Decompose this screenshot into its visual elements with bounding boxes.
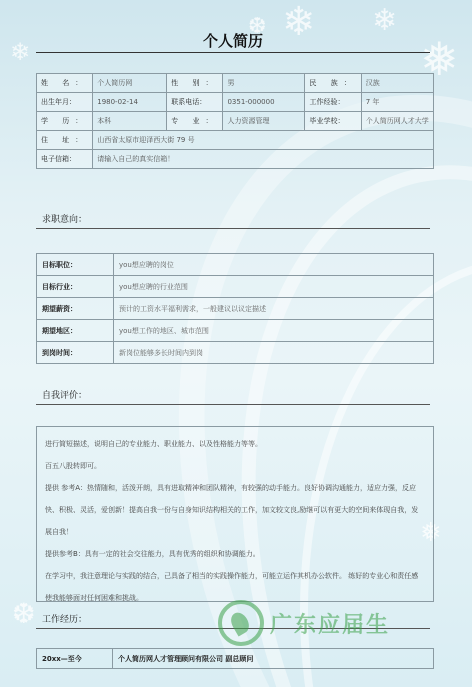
- snowflake-icon: ❅: [420, 518, 442, 548]
- address-value: 山西省太原市迎泽西大街 79 号: [93, 131, 434, 150]
- watermark-text: 广东应届生: [270, 612, 391, 638]
- snowflake-icon: ❅: [420, 32, 459, 86]
- evaluation-paragraph: 进行简短描述，说明自己的专业能力、职业能力、以及性格能力等等。: [45, 440, 262, 448]
- table-row: [37, 298, 434, 320]
- intent-label: 目标行业：: [37, 276, 114, 298]
- snowflake-icon: ❆: [12, 597, 36, 630]
- job-intent-table: [36, 253, 434, 364]
- evaluation-section-title: 自我评价：: [42, 391, 88, 401]
- intent-label: 期望地区：: [37, 320, 114, 342]
- table-row: [37, 150, 434, 169]
- major-value: 人力资源管理: [223, 112, 305, 131]
- email-value: 请输入自己的真实信箱！: [93, 150, 434, 169]
- gender-value: 男: [223, 74, 305, 93]
- table-row: [37, 254, 434, 276]
- table-row: [37, 649, 434, 669]
- watermark: [218, 598, 438, 648]
- intent-label: 目标职位：: [37, 254, 114, 276]
- address-label: 住 址：: [37, 131, 93, 150]
- snowflake-icon: ❄: [282, 0, 316, 45]
- table-row: [37, 320, 434, 342]
- snowflake-icon: ❆: [248, 14, 267, 39]
- leaf-logo-icon: [218, 600, 264, 646]
- table-row: [37, 276, 434, 298]
- name-label: 姓 名：: [37, 74, 93, 93]
- birth-value: 1980-02-14: [93, 93, 167, 112]
- birth-label: 出生年月：: [37, 93, 93, 112]
- intent-section-title: 求职意向：: [42, 215, 88, 225]
- table-row: [37, 93, 434, 112]
- education-value: 本科: [93, 112, 167, 131]
- phone-value: 0351-000000: [223, 93, 305, 112]
- intent-value: 新岗位能够多长时间内到岗: [114, 342, 434, 364]
- experience-label: 工作经验：: [305, 93, 361, 112]
- experience-value: 7 年: [361, 93, 433, 112]
- intent-label: 期望薪资：: [37, 298, 114, 320]
- intent-divider: [36, 228, 430, 229]
- intent-value: you想应聘的岗位: [114, 254, 434, 276]
- work-date: 20xx—至今: [37, 649, 113, 669]
- school-label: 毕业学校：: [305, 112, 361, 131]
- table-row: [37, 74, 434, 93]
- email-label: 电子信箱：: [37, 150, 93, 169]
- evaluation-paragraph: 在学习中，我注意理论与实践的结合，己具备了相当的实践操作能力，可能立运作其机办公软件。 练好的专业心和责任感使我能够面对任何困难和挑战。: [45, 572, 419, 602]
- major-label: 专 业：: [167, 112, 223, 131]
- work-company: 个人简历网人才管理顾问有限公司 副总顾问: [113, 649, 434, 669]
- intent-value: you想应聘的行业范围: [114, 276, 434, 298]
- table-row: [37, 112, 434, 131]
- page-title: 个人简历: [202, 32, 263, 50]
- snowflake-icon: ❄: [10, 38, 31, 66]
- basic-info-table: [36, 73, 434, 169]
- name-value: 个人简历网: [93, 74, 167, 93]
- phone-label: 联系电话：: [167, 93, 223, 112]
- school-value: 个人简历网人才大学: [361, 112, 433, 131]
- snowflake-icon: ❄: [372, 3, 398, 38]
- evaluation-paragraph: 提供 参考A：热情随和，活泼开朗，具有进取精神和团队精神，有较强的动手能力。良好协调沟通能力，适应力强，反应快、积极、灵活，爱创新！提高自我一份与自身知识结构相关的工作，加文较文良,励继可以有更大的空间来体现自我，发展自我！: [45, 484, 419, 536]
- self-evaluation-box: [36, 426, 434, 602]
- evaluation-paragraph: 提供参考B：具有一定的社会交往能力，具有优秀的组织和协调能力。: [45, 550, 260, 558]
- table-row: [37, 131, 434, 150]
- intent-value: 预计的工资水平福利需求，一般建议以议定描述: [114, 298, 434, 320]
- ethnicity-value: 汉族: [361, 74, 433, 93]
- title-divider: [36, 52, 430, 53]
- table-row: [37, 342, 434, 364]
- evaluation-divider: [36, 404, 430, 405]
- ethnicity-label: 民 族：: [305, 74, 361, 93]
- intent-value: you想工作的地区、城市范围: [114, 320, 434, 342]
- work-section-title: 工作经历：: [42, 615, 88, 625]
- intent-label: 到岗时间：: [37, 342, 114, 364]
- education-label: 学 历：: [37, 112, 93, 131]
- evaluation-paragraph: 百五八股转即可。: [45, 462, 101, 470]
- work-history-table: [36, 648, 434, 669]
- gender-label: 性 别：: [167, 74, 223, 93]
